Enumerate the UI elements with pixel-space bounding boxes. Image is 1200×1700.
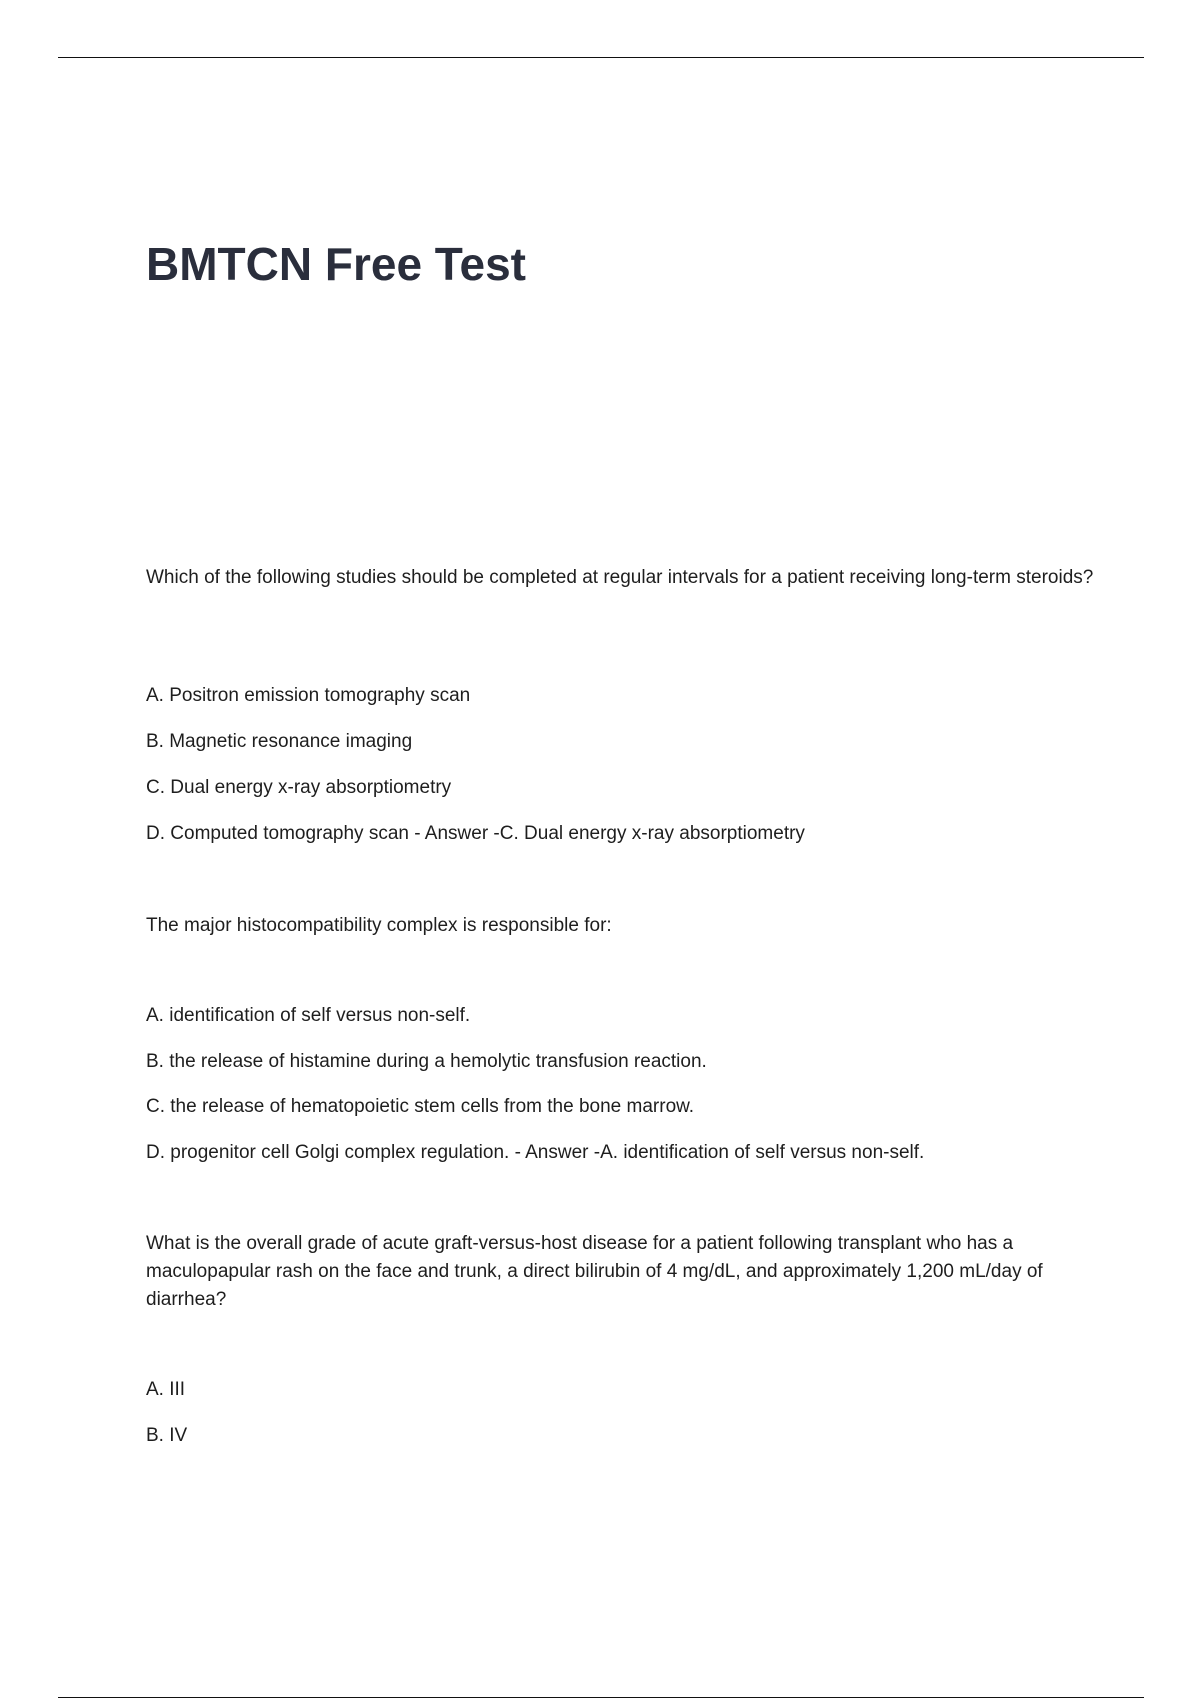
question-1 <box>146 564 1106 844</box>
option-a: A. III <box>146 1379 186 1400</box>
option-b: B. IV <box>146 1425 188 1446</box>
option-b: B. the release of histamine during a hemolytic transfusion reaction. <box>146 1050 707 1072</box>
option-a: A. Positron emission tomography scan <box>146 685 471 706</box>
document-title: BMTCN Free Test <box>146 238 526 290</box>
top-divider <box>58 57 1144 58</box>
question-3 <box>146 1230 1106 1446</box>
question-text: Which of the following studies should be completed at regular intervals for a patient receiving long-term steroids? <box>146 567 1094 588</box>
answer-options <box>146 683 805 867</box>
option-a: A. identification of self versus non-self. <box>146 1005 471 1026</box>
question-text: What is the overall grade of acute graft-versus-host disease for a patient following transplant who has a maculopapular rash on the face and trunk, a direct bilirubin of 4 mg/dL, and approximately 1,200 mL/day of diarrhea? <box>146 1233 1043 1310</box>
option-c: C. the release of hematopoietic stem cells from the bone marrow. <box>146 1096 695 1117</box>
answer-options <box>146 1003 924 1185</box>
bottom-divider <box>58 1697 1144 1698</box>
option-d-with-answer: D. Computed tomography scan - Answer -C. Dual energy x-ray absorptiometry <box>146 823 805 844</box>
answer-options <box>146 1377 187 1469</box>
option-b: B. Magnetic resonance imaging <box>146 731 413 752</box>
option-d-with-answer: D. progenitor cell Golgi complex regulation. - Answer -A. identification of self versus non-self. <box>146 1141 925 1163</box>
question-2 <box>146 912 1106 1163</box>
question-text: The major histocompatibility complex is responsible for: <box>146 915 612 936</box>
option-c: C. Dual energy x-ray absorptiometry <box>146 777 452 798</box>
